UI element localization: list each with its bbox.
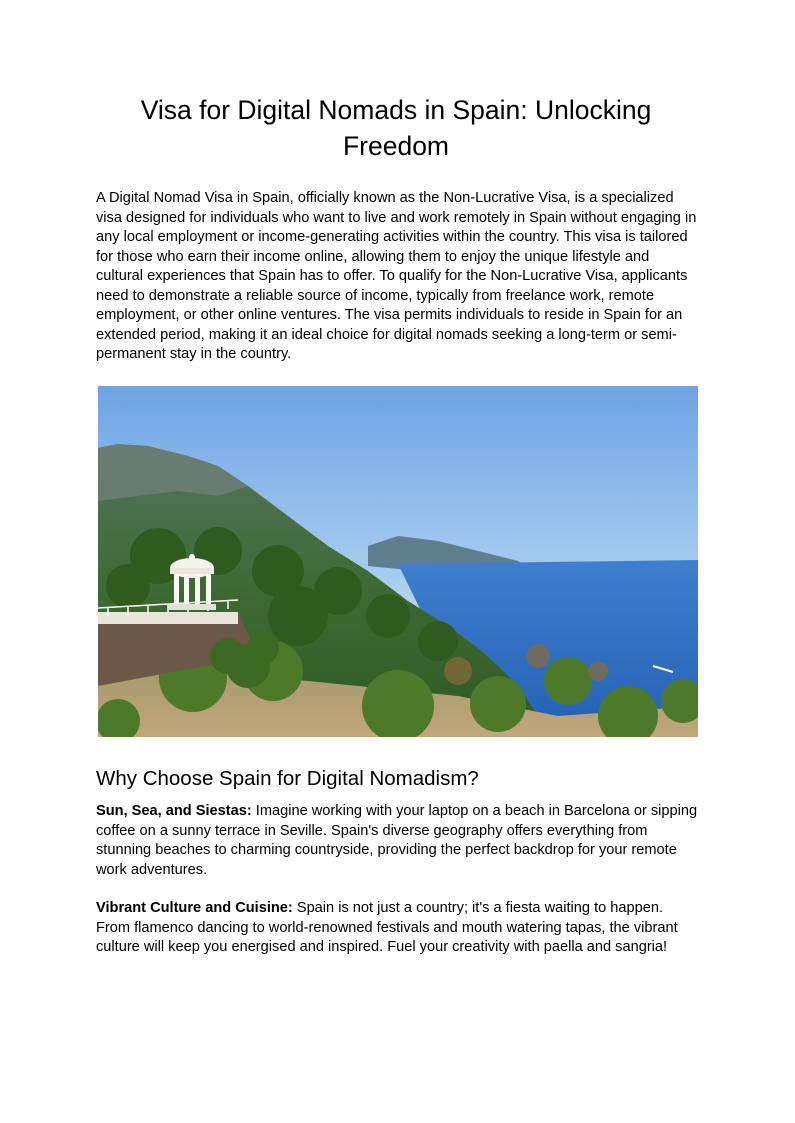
coastal-landscape-illustration [98,386,698,737]
section-heading: Why Choose Spain for Digital Nomadism? [96,767,479,790]
page-title: Visa for Digital Nomads in Spain: Unlocking Freedom [140,95,652,161]
paragraph-lead: Vibrant Culture and Cuisine: [96,900,293,916]
paragraph-body: Spain is not just a country; it's a fiesta waiting to happen. From flamenco dancing to world-renowned festivals and mouth watering tapas, the vibrant culture will keep you energised and inspired. Fuel your creativity with paella and sangria! [96,900,678,955]
paragraph-culture-cuisine [96,899,699,958]
coastal-landscape-photo [98,386,698,737]
paragraph-body: Imagine working with your laptop on a beach in Barcelona or sipping coffee on a sunny terrace in Seville. Spain's diverse geography offers everything from stunning beaches to charming countryside, providing the perfect backdrop for your remote work adventures. [96,803,698,878]
paragraph-sun-sea-siestas [96,802,699,880]
intro-paragraph: A Digital Nomad Visa in Spain, officially known as the Non-Lucrative Visa, is a specialized visa designed for individuals who want to live and work remotely in Spain without engaging in any local employment or income-generating activities within the country. This visa is tailored for those who earn their income online, allowing them to enjoy the unique lifestyle and cultural experiences that Spain has to offer. To qualify for the Non-Lucrative Visa, applicants need to demonstrate a reliable source of income, typically from freelance work, remote employment, or other online ventures. The visa permits individuals to reside in Spain for an extended period, making it an ideal choice for digital nomads seeking a long-term or semi-permanent stay in the country. [96,190,697,362]
terrace [98,612,238,624]
paragraph-lead: Sun, Sea, and Siestas: [96,803,252,819]
